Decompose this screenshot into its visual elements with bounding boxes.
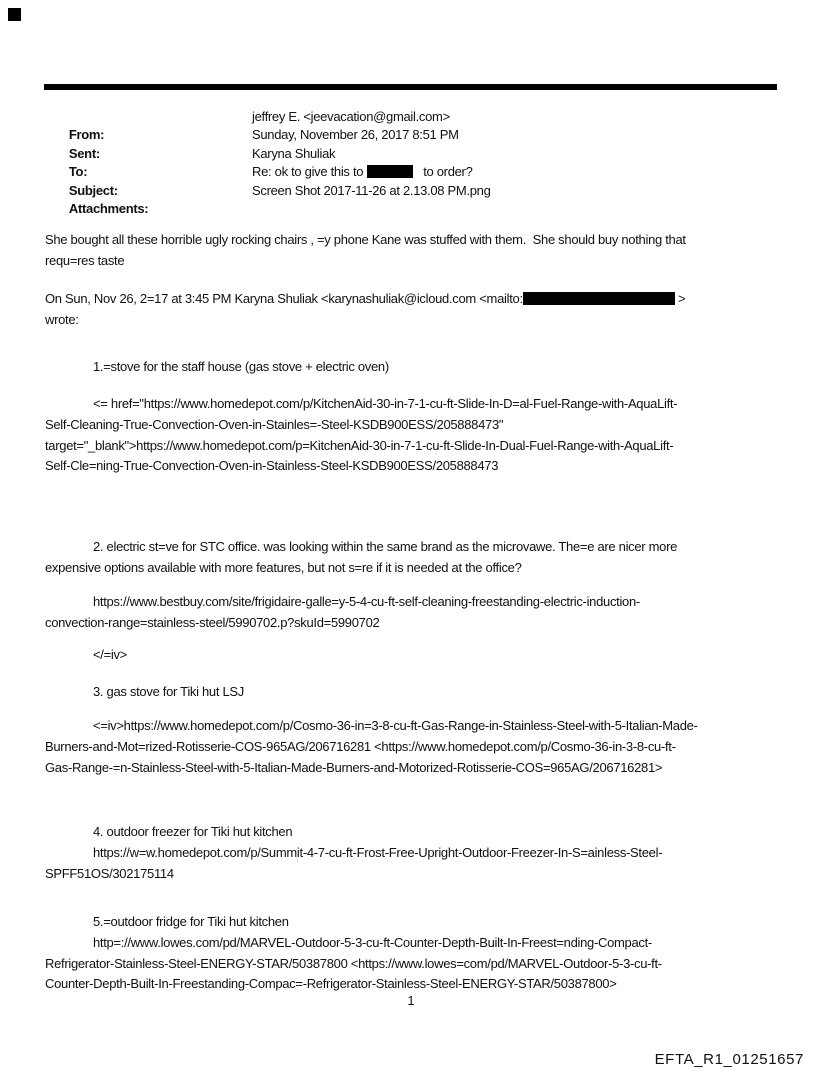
subject-redaction-box: [367, 165, 413, 178]
body-line: convection-range=stainless-steel/5990702.p?skuId=5990702: [45, 614, 380, 630]
email-header: [49, 108, 749, 216]
body-line: Refrigerator-Stainless-Steel-ENERGY-STAR/50387800 <https://www.lowes=com/pd/MARVEL-Outdoor-5-3-cu-ft-: [45, 955, 662, 971]
bates-number: EFTA_R1_01251657: [654, 1051, 804, 1068]
page-number: 1: [407, 993, 415, 1008]
body-line: 2. electric st=ve for STC office. was looking within the same brand as the microvawe. The=e are nicer more: [93, 539, 678, 554]
body-line: http=://www.lowes.com/pd/MARVEL-Outdoor-5-3-cu-ft-Counter-Depth-Built-In-Freest=nding-Compact-: [93, 934, 652, 950]
quote-intro-close: >: [674, 291, 686, 306]
body-line: Self-Cleaning-True-Convection-Oven-in-Stainles=-Steel-KSDB900ESS/205888473": [45, 416, 504, 432]
body-line: 3. gas stove for Tiki hut LSJ: [93, 684, 244, 699]
quote-attribution: [45, 289, 685, 331]
subject-value: [252, 163, 473, 181]
list-item-3-link: [45, 716, 698, 778]
quote-intro-text: On Sun, Nov 26, 2=17 at 3:45 PM Karyna Shuliak <karynashuliak@icloud.com <mailto:: [45, 291, 523, 306]
sent-value: Sunday, November 26, 2017 8:51 PM: [252, 127, 459, 143]
list-item-1-link: [45, 394, 677, 477]
quote-attribution-line: [45, 289, 685, 310]
subject-label: Subject:: [68, 182, 118, 198]
body-line: Gas-Range-=n-Stainless-Steel-with-5-Italian-Made-Burners-and-Motorized-Rotisserie-COS=965AG/206716281>: [45, 759, 663, 775]
attachments-value: Screen Shot 2017-11-26 at 2.13.08 PM.png: [252, 182, 491, 198]
from-value: jeffrey E. <jeevacation@gmail.com>: [252, 109, 450, 124]
html-fragment-line: [45, 645, 127, 666]
body-line: wrote:: [45, 311, 79, 327]
body-line: https://www.bestbuy.com/site/frigidaire-galle=y-5-4-cu-ft-self-cleaning-freestanding-electric-induction-: [93, 594, 640, 609]
list-item-3-title: [45, 682, 244, 703]
scan-corner-mark: [8, 8, 21, 21]
body-line: 1.=stove for the staff house (gas stove + electric oven): [93, 359, 389, 374]
header-row-attachments: [49, 182, 749, 216]
list-item-5: [45, 912, 662, 995]
list-item-4: [45, 822, 662, 884]
body-line: target="_blank">https://www.homedepot.com/p=KitchenAid-30-in-7-1-cu-ft-Slide-In-Dual-Fuel-Range-with-AquaLift-: [45, 437, 674, 453]
list-item-2-title: [45, 537, 677, 579]
body-line: <=iv>https://www.homedepot.com/p/Cosmo-36-in=3-8-cu-ft-Gas-Range-in-Stainless-Steel-with-5-Italian-Made-: [93, 718, 698, 733]
from-label: From:: [68, 127, 105, 143]
sent-label: Sent:: [68, 145, 100, 161]
subject-text-after: to order?: [423, 164, 473, 180]
body-line: 4. outdoor freezer for Tiki hut kitchen: [93, 824, 293, 839]
body-line: Burners-and-Mot=rized-Rotisserie-COS-965AG/206716281 <https://www.homedepot.com/p/Cosmo-36-in-3-8-cu-ft-: [45, 738, 676, 754]
body-line: https://w=w.homedepot.com/p/Summit-4-7-cu-ft-Frost-Free-Upright-Outdoor-Freezer-In-S=ainless-Steel-: [93, 844, 663, 860]
to-value: Karyna Shuliak: [252, 145, 336, 161]
body-line: <= href="https://www.homedepot.com/p/KitchenAid-30-in-7-1-cu-ft-Slide-In-D=al-Fuel-Range-with-AquaLift-: [93, 396, 678, 411]
body-line: 5.=outdoor fridge for Tiki hut kitchen: [93, 914, 289, 929]
attachments-label: Attachments:: [68, 200, 149, 216]
subject-text-before: Re: ok to give this to: [252, 164, 364, 180]
body-line: Counter-Depth-Built-In-Freestanding-Compac=-Refrigerator-Stainless-Steel-ENERGY-STAR/50387800>: [45, 976, 617, 992]
list-item-2-link: [45, 592, 640, 634]
to-label: To:: [68, 164, 88, 180]
body-line: She bought all these horrible ugly rocking chairs , =y phone Kane was stuffed with them. She should buy nothing that: [45, 232, 686, 247]
body-line: </=iv>: [93, 647, 127, 662]
mailto-redaction-bar: [523, 292, 675, 305]
body-line: Self-Cle=ning-True-Convection-Oven-in-Stainless-Steel-KSDB900ESS/205888473: [45, 458, 499, 474]
body-line: requ=res taste: [45, 252, 125, 268]
body-line: expensive options available with more features, but not s=re if it is needed at the office?: [45, 559, 522, 575]
list-item-1-title: [45, 357, 389, 378]
header-divider: [44, 84, 777, 90]
body-paragraph-intro: [45, 230, 686, 272]
body-line: SPFF51OS/302175114: [45, 865, 174, 881]
